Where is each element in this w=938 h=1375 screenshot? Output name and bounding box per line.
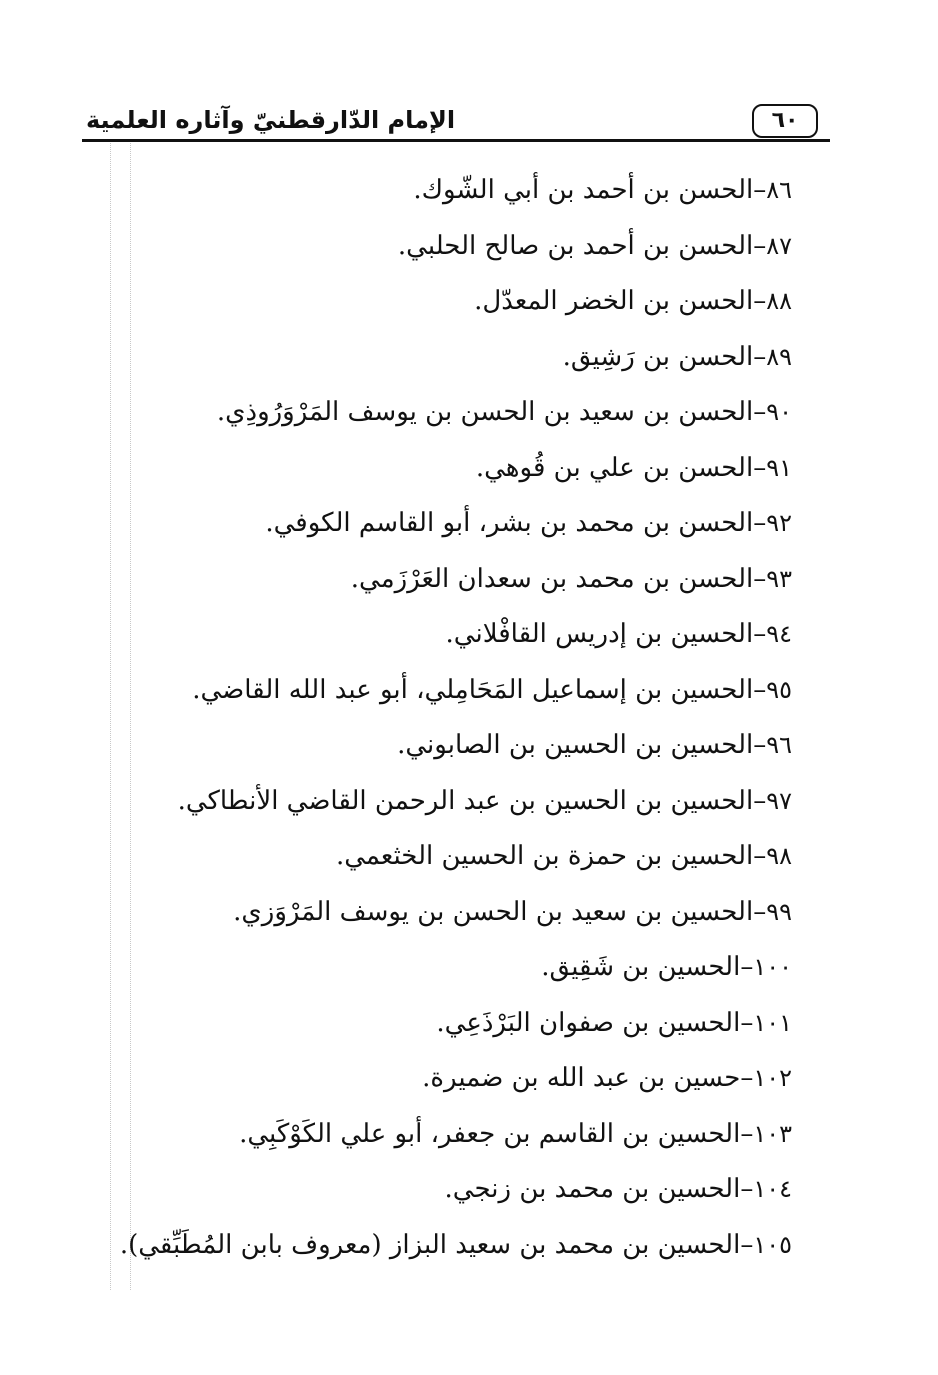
narrator-list: [112, 163, 792, 1273]
entry-number: ٨٧: [766, 231, 792, 260]
entry-text: –حسين بن عبد الله بن ضميرة.: [422, 1063, 754, 1093]
entry-number: ١٠٢: [753, 1064, 792, 1092]
entry-text: –الحسين بن شَقِيق.: [541, 952, 754, 982]
entry-number: ٩٣: [766, 564, 792, 593]
list-item: [112, 1218, 792, 1274]
entry-text: –الحسن بن رَشِيق.: [562, 341, 767, 372]
entry-number: ٩٦: [766, 731, 792, 759]
entry-text: –الحسين بن إدريس القافْلاني.: [445, 619, 767, 649]
entry-text: –الحسن بن علي بن قُوهي.: [475, 452, 767, 483]
list-item: [112, 996, 792, 1052]
list-item: [112, 496, 792, 552]
list-item: [112, 441, 792, 497]
list-item: [112, 718, 792, 774]
entry-number: ٩٤: [766, 620, 792, 648]
entry-number: ٩٥: [766, 675, 792, 704]
entry-text: –الحسن بن أحمد بن صالح الحلبي.: [397, 230, 767, 261]
list-item: [112, 1162, 792, 1218]
running-title: الإمام الدّارقطنيّ وآثاره العلمية: [86, 106, 456, 134]
list-item: [112, 552, 792, 608]
list-item: [112, 163, 792, 219]
header-rule: [82, 139, 830, 142]
list-item: [112, 1051, 792, 1107]
entry-number: ٩٠: [766, 398, 792, 426]
entry-number: ٩٨: [766, 842, 792, 870]
list-item: [112, 829, 792, 885]
page-number-box: ٦٠: [752, 104, 818, 138]
entry-text: –الحسن بن أحمد بن أبي الشّوك.: [413, 175, 767, 205]
scan-artifact-line: [110, 140, 111, 1290]
page-header: [82, 100, 830, 142]
list-item: [112, 330, 792, 386]
list-item: [112, 385, 792, 441]
entry-text: –الحسن بن محمد بن بشر، أبو القاسم الكوفي.: [265, 508, 767, 538]
entry-number: ٨٨: [766, 287, 792, 315]
entry-text: –الحسين بن محمد بن زنجي.: [444, 1174, 754, 1204]
list-item: [112, 885, 792, 941]
entry-text: –الحسين بن صفوان البَرْذَعِي.: [436, 1007, 754, 1038]
entry-number: ١٠١: [753, 1008, 792, 1037]
list-item: [112, 607, 792, 663]
entry-number: ١٠٣: [753, 1119, 792, 1148]
entry-number: ١٠٥: [753, 1230, 792, 1259]
entry-text: –الحسن بن محمد بن سعدان العَرْزَمي.: [350, 563, 767, 594]
entry-number: ٩٧: [766, 786, 792, 815]
entry-number: ٨٦: [766, 176, 792, 204]
entry-number: ١٠٤: [753, 1175, 792, 1203]
list-item: [112, 774, 792, 830]
list-item: [112, 940, 792, 996]
entry-number: ١٠٠: [753, 953, 792, 981]
entry-text: –الحسين بن حمزة بن الحسين الخثعمي.: [335, 841, 767, 871]
entry-text: –الحسين بن محمد بن سعيد البزاز (معروف بابن المُطَبِّقي).: [119, 1229, 754, 1260]
list-item: [112, 663, 792, 719]
list-item: [112, 1107, 792, 1163]
entry-text: –الحسين بن سعيد بن الحسن بن يوسف المَرْوَزي.: [233, 896, 767, 927]
entry-text: –الحسين بن إسماعيل المَحَامِلي، أبو عبد الله القاضي.: [192, 674, 767, 705]
list-item: [112, 219, 792, 275]
entry-text: –الحسين بن الحسين بن الصابوني.: [397, 730, 767, 760]
entry-text: –الحسن بن الخضر المعدّل.: [474, 286, 767, 316]
entry-text: –الحسن بن سعيد بن الحسن بن يوسف المَرْوَرُوذِي.: [216, 397, 767, 427]
entry-number: ٩٩: [766, 897, 792, 926]
list-item: [112, 274, 792, 330]
entry-number: ٨٩: [766, 342, 792, 371]
entry-text: –الحسين بن القاسم بن جعفر، أبو علي الكَوْكَبِي.: [239, 1118, 754, 1149]
entry-text: –الحسين بن الحسين بن عبد الرحمن القاضي الأنطاكي.: [177, 785, 767, 816]
entry-number: ٩١: [766, 453, 792, 482]
entry-number: ٩٢: [766, 509, 792, 537]
